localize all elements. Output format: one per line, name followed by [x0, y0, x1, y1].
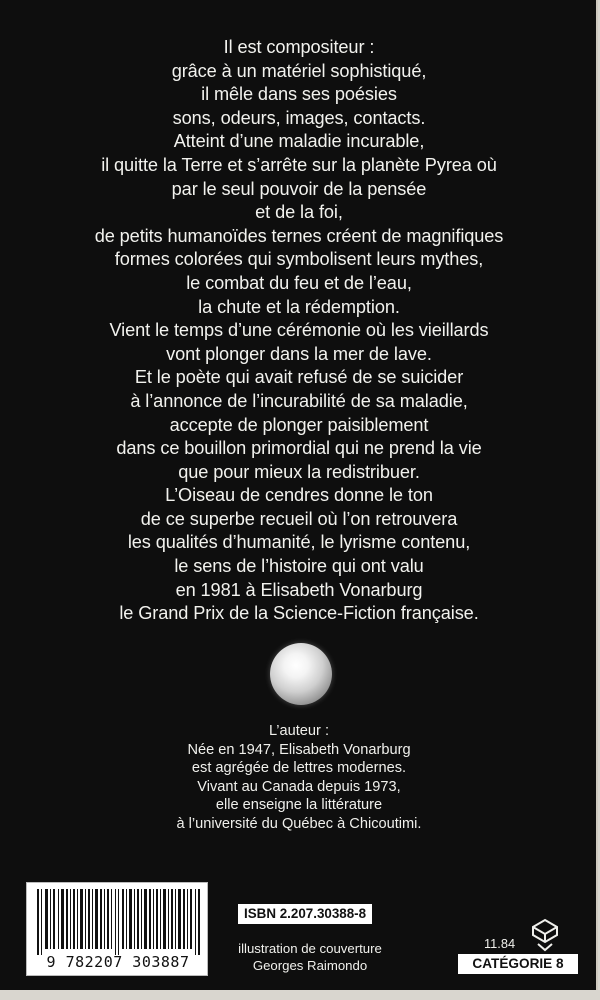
cover-illustration-credit — [222, 940, 398, 974]
blurb-line: de ce superbe recueil où l’on retrouvera — [140, 508, 458, 529]
blurb-line: dans ce bouillon primordial qui ne prend la vie — [116, 438, 482, 459]
blurb-line: sons, odeurs, images, contacts. — [172, 107, 426, 128]
credit-line: Georges Raimondo — [252, 958, 368, 973]
blurb-line: que pour mieux la redistribuer. — [178, 461, 420, 482]
price-code: 11.84 — [484, 936, 516, 951]
blurb-line: vont plonger dans la mer de lave. — [166, 343, 432, 364]
blurb-line: les qualités d’humanité, le lyrisme contenu, — [127, 532, 471, 553]
blurb-line: L’Oiseau de cendres donne le ton — [165, 485, 433, 506]
blurb-line: Et le poète qui avait refusé de se suicider — [134, 367, 464, 388]
author-bio-line: à l’université du Québec à Chicoutimi. — [176, 815, 422, 832]
barcode-bars — [37, 889, 201, 955]
blurb-line: à l’annonce de l’incurabilité de sa maladie, — [130, 390, 468, 411]
blurb-line: le combat du feu et de l’eau, — [186, 272, 412, 293]
blurb-line: il quitte la Terre et s’arrête sur la planète Pyrea où — [101, 154, 497, 175]
blurb-line: Atteint d’une maladie incurable, — [173, 131, 425, 152]
blurb-line: grâce à un matériel sophistiqué, — [171, 60, 427, 81]
author-bio-line: elle enseigne la littérature — [215, 797, 383, 814]
blurb-line: accepte de plonger paisiblement — [169, 414, 429, 435]
author-bio-line: est agrégée de lettres modernes. — [191, 760, 407, 777]
barcode-digits: 9 782207 303887 — [46, 953, 190, 971]
blurb-line: Il est compositeur : — [223, 37, 375, 57]
author-bio — [0, 722, 598, 834]
blurb-line: il mêle dans ses poésies — [201, 84, 397, 105]
category-label: CATÉGORIE 8 — [458, 954, 578, 974]
blurb-line: Vient le temps d’une cérémonie où les vieillards — [109, 320, 489, 341]
blurb-line: formes colorées qui symbolisent leurs mythes, — [114, 249, 484, 270]
blurb-line: le Grand Prix de la Science-Fiction française. — [119, 603, 479, 624]
blurb-line: le sens de l’histoire qui ont valu — [174, 556, 424, 577]
blurb-line: de petits humanoïdes ternes créent de magnifiques — [94, 225, 504, 246]
publisher-logo-icon — [530, 918, 560, 952]
credit-line: illustration de couverture — [238, 941, 382, 956]
planet-orb-image — [270, 643, 332, 705]
isbn-label: ISBN 2.207.30388-8 — [238, 904, 372, 924]
blurb-line: par le seul pouvoir de la pensée — [171, 178, 427, 199]
blurb-line: et de la foi, — [255, 202, 343, 223]
author-bio-line: Vivant au Canada depuis 1973, — [197, 778, 401, 795]
blurb-text — [0, 36, 598, 626]
author-bio-line: Née en 1947, Elisabeth Vonarburg — [187, 741, 411, 758]
barcode — [26, 882, 208, 976]
blurb-line: la chute et la rédemption. — [198, 296, 400, 317]
author-bio-line: L’auteur : — [268, 723, 330, 739]
blurb-line: en 1981 à Elisabeth Vonarburg — [175, 579, 423, 600]
